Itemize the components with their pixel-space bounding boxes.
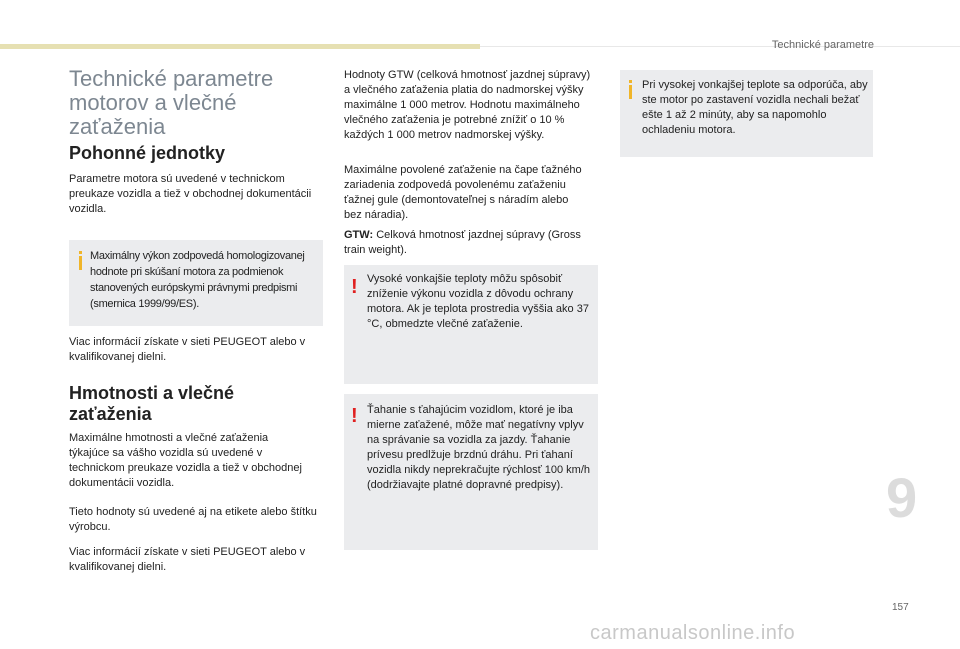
warning-icon: ! xyxy=(351,405,358,427)
warning-text-temperature: Vysoké vonkajšie teploty môžu spôsobiť zníženie výkonu vozidla z dôvodu ochrany motora. Ak je teplota prostredia vyššia ako 37 °C, obmedzte vlečné zaťaženie. xyxy=(367,273,589,330)
paragraph-weights-1: Maximálne hmotnosti a vlečné zaťaženia týkajúce sa vášho vozidla sú uvedené v technickom preukaze vozidla a tiež v obchodnej dokumentácii vozidla. xyxy=(69,432,302,489)
warning-text-towing: Ťahanie s ťahajúcim vozidlom, ktoré je iba mierne zaťažené, môže mať negatívny vplyv na správanie sa vozidla za jazdy. Ťahanie prívesu predlžuje brzdnú dráhu. Pri ťahaní vozidla nikdy neprekračujte rýchlosť 100 km/h (dodržiavajte platné dopravné predpisy). xyxy=(367,404,591,491)
info-text-cooling: Pri vysokej vonkajšej teplote sa odporúča, aby ste motor po zastavení vozidla nechali bežať ešte 1 až 2 minúty, aby sa napomohlo ochladeniu motora. xyxy=(642,79,868,136)
page-number: 157 xyxy=(892,602,909,613)
paragraph-more-info-2: Viac informácií získate v sieti PEUGEOT alebo v kvalifikovanej dielni. xyxy=(69,546,306,573)
gtw-definition: Celková hmotnosť jazdnej súpravy (Gross train weight). xyxy=(344,229,581,256)
info-text-power: Maximálny výkon zodpovedá homologizovanej hodnote pri skúšaní motora za podmienok stanovených európskymi právnymi predpismi (smernica 1999/99/ES). xyxy=(90,250,305,310)
paragraph-engines: Parametre motora sú uvedené v technickom preukaze vozidla a tiež v obchodnej dokumentácii vozidla. xyxy=(69,173,312,215)
heading-engines: Pohonné jednotky xyxy=(69,143,226,163)
header-rule xyxy=(480,46,960,47)
info-icon xyxy=(79,256,82,270)
info-icon xyxy=(629,85,632,99)
paragraph-gtw-definition xyxy=(344,228,589,258)
running-header: Technické parametre xyxy=(771,39,874,51)
paragraph-gtw-altitude: Hodnoty GTW (celková hmotnosť jazdnej súpravy) a vlečného zaťaženia platia do nadmorskej výšky maximálne 1 000 metrov. Hodnotu maximálneho vlečného zaťaženia je potrebné znížiť o 10 % každých 1 000 metrov nadmorskej výšky. xyxy=(344,69,591,141)
warning-box-temperature xyxy=(344,265,598,384)
heading-weights: Hmotnosti a vlečné zaťaženia xyxy=(69,383,235,424)
paragraph-ball-load: Maximálne povolené zaťaženie na čape ťažného zariadenia zodpovedá povolenému zaťaženiu ťažnej gule (demontovateľnej s náradím alebo bez náradia). xyxy=(344,164,582,221)
header-accent-bar xyxy=(0,44,480,49)
paragraph-more-info-1: Viac informácií získate v sieti PEUGEOT alebo v kvalifikovanej dielni. xyxy=(69,336,306,363)
info-box-cooling xyxy=(620,70,873,157)
info-box-power xyxy=(69,240,323,326)
paragraph-weights-2: Tieto hodnoty sú uvedené aj na etikete alebo štítku výrobcu. xyxy=(69,506,317,533)
warning-icon: ! xyxy=(351,276,358,298)
gtw-label: GTW: xyxy=(344,229,374,241)
chapter-number: 9 xyxy=(886,466,918,529)
watermark: carmanualsonline.info xyxy=(590,622,796,644)
page-title: Technické parametre motorov a vlečné zaťaženia xyxy=(69,66,274,139)
warning-box-towing xyxy=(344,394,598,550)
